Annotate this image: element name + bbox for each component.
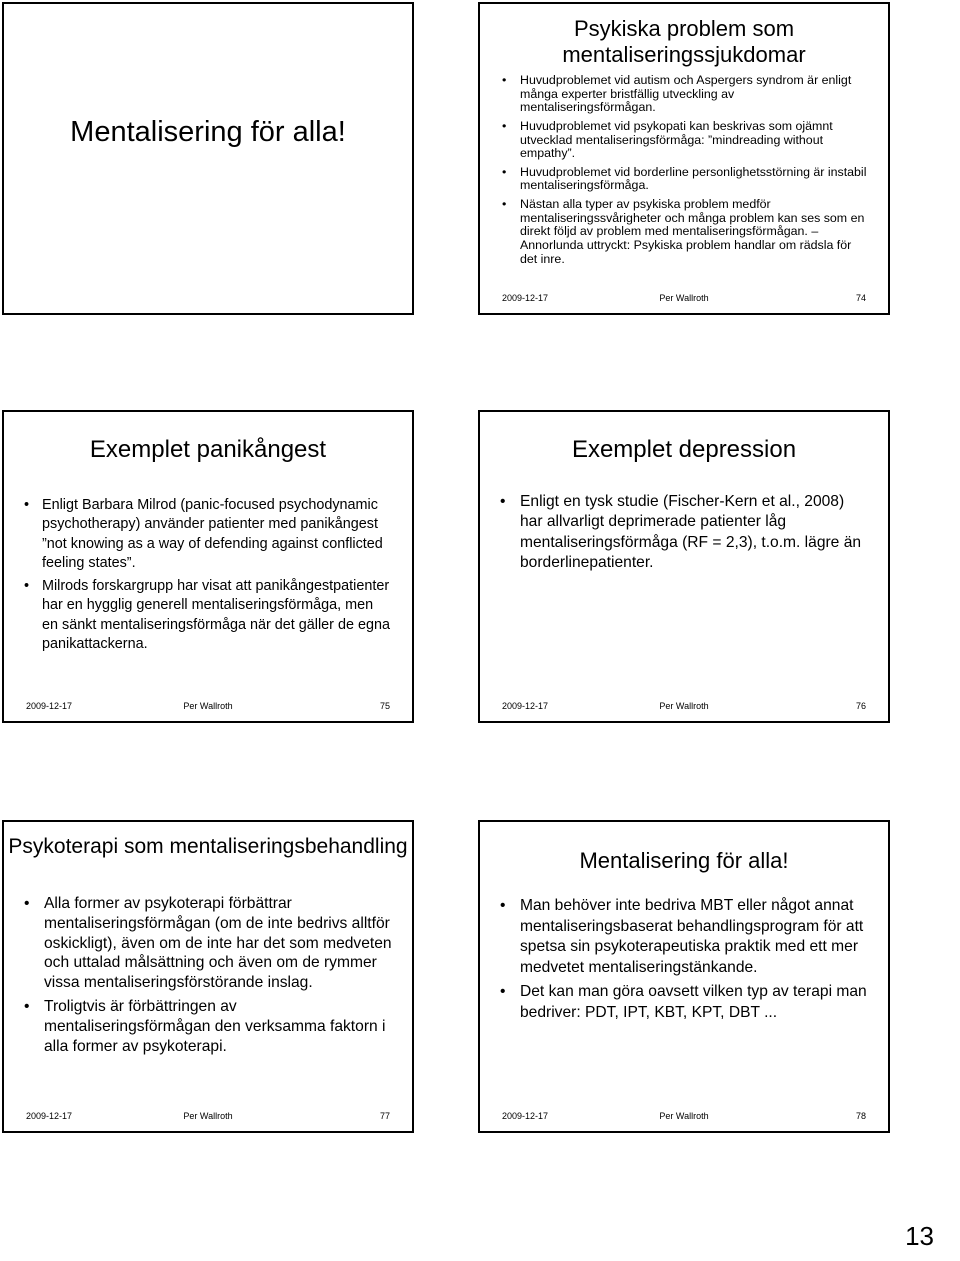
page-number: 13 bbox=[905, 1221, 934, 1251]
bullet-text: Huvudproblemet vid autism och Aspergers syndrom är enligt många experter bristfällig utveckling av mentaliseringsförmågan. bbox=[520, 73, 852, 115]
bullet-icon: • bbox=[24, 997, 30, 1015]
slide-footer-number: 78 bbox=[855, 1111, 866, 1121]
slide-panikangest bbox=[2, 410, 414, 723]
bullet-icon: • bbox=[500, 493, 506, 510]
bullet-item bbox=[24, 577, 392, 655]
bullet-list bbox=[500, 896, 868, 1027]
bullet-item bbox=[502, 74, 868, 115]
bullet-text: Alla former av psykoterapi förbättrar mentaliseringsförmågan (om de inte bedrivs alltför oskickligt), även om de inte har det som medveten och uttalad målsättning och även om de rymmer vissa mentaliseringsförstörande inslag. bbox=[44, 895, 392, 992]
slide-psykiska-problem bbox=[478, 2, 890, 315]
slide-footer-number: 74 bbox=[855, 293, 866, 303]
bullet-item bbox=[500, 982, 868, 1023]
slide-title: Psykiska problem som mentaliseringssjukdomar bbox=[562, 16, 806, 68]
bullet-item bbox=[24, 894, 392, 993]
bullet-icon: • bbox=[502, 164, 507, 179]
bullet-text: Troligtvis är förbättringen av mentaliseringsförmågan den verksamma faktorn i alla former av psykoterapi. bbox=[44, 997, 386, 1055]
bullet-list bbox=[502, 74, 868, 271]
bullet-icon: • bbox=[24, 577, 30, 594]
bullet-text: Milrods forskargrupp har visat att panikångestpatienter har en hygglig generell mentaliseringsförmåga, men en sänkt mentaliseringsförmåga när det gäller de egna panikattackerna. bbox=[42, 577, 390, 653]
bullet-text: Enligt Barbara Milrod (panic-focused psychodynamic psychotherapy) använder patienter med panikångest ”not knowing as a way of defending against conflicted feeling states”. bbox=[42, 497, 383, 572]
bullet-list bbox=[24, 496, 392, 658]
slide-depression bbox=[478, 410, 890, 723]
slide-footer-author: Per Wallroth bbox=[183, 701, 233, 711]
bullet-text: Man behöver inte bedriva MBT eller något annat mentaliseringsbaserat behandlingsprogram för att spetsa sin psykoterapeutiska praktik med ett mer medvetet mentaliseringstänkande. bbox=[520, 897, 864, 976]
bullet-list bbox=[24, 894, 392, 1060]
bullet-item bbox=[502, 198, 868, 266]
slide-title: Exemplet panikångest bbox=[89, 436, 327, 463]
bullet-item bbox=[502, 166, 868, 193]
bullet-icon: • bbox=[500, 897, 506, 914]
slide-footer-date: 2009-12-17 bbox=[502, 293, 549, 303]
slide-mentalisering-for-alla bbox=[478, 820, 890, 1133]
bullet-icon: • bbox=[502, 73, 507, 87]
slide-title: Mentalisering för alla! bbox=[70, 116, 346, 148]
bullet-text: Nästan alla typer av psykiska problem medför mentaliseringssvårigheter och många problem kan ses som en direkt följd av problem med mentaliseringsförmågan. – Annorlunda uttryckt: Psykiska problem handlar om rädsla för det inre. bbox=[520, 197, 865, 266]
bullet-item bbox=[500, 896, 868, 978]
bullet-item bbox=[24, 997, 392, 1056]
slide-title: Mentalisering för alla! bbox=[579, 848, 789, 873]
bullet-item bbox=[24, 496, 392, 574]
bullet-icon: • bbox=[24, 497, 30, 513]
slide-footer-author: Per Wallroth bbox=[659, 1111, 709, 1121]
bullet-item bbox=[500, 492, 868, 573]
slide-title: Exemplet depression bbox=[571, 436, 797, 463]
bullet-list bbox=[500, 492, 868, 573]
slide-psykoterapi bbox=[2, 820, 414, 1133]
slide-footer-date: 2009-12-17 bbox=[502, 1111, 549, 1121]
slide-mentalisering-title bbox=[2, 2, 414, 315]
bullet-icon: • bbox=[24, 895, 30, 912]
bullet-text: Huvudproblemet vid psykopati kan beskrivas som ojämnt utvecklad mentaliseringsförmåga: ”mindreading without empathy”. bbox=[520, 118, 833, 161]
slide-footer-number: 75 bbox=[379, 701, 390, 711]
slide-footer-number: 77 bbox=[379, 1111, 390, 1121]
slide-footer-author: Per Wallroth bbox=[183, 1111, 233, 1121]
slide-footer-author: Per Wallroth bbox=[659, 293, 709, 303]
bullet-icon: • bbox=[502, 197, 507, 212]
slide-footer-number: 76 bbox=[855, 701, 866, 711]
slide-footer-author: Per Wallroth bbox=[659, 701, 709, 711]
bullet-text: Det kan man göra oavsett vilken typ av terapi man bedriver: PDT, IPT, KBT, KPT, DBT ... bbox=[520, 983, 867, 1021]
bullet-icon: • bbox=[500, 983, 506, 1001]
slide-footer-date: 2009-12-17 bbox=[26, 1111, 73, 1121]
bullet-text: Huvudproblemet vid borderline personlighetsstörning är instabil mentaliseringsförmåga. bbox=[520, 164, 867, 193]
slide-footer-date: 2009-12-17 bbox=[26, 701, 73, 711]
bullet-text: Enligt en tysk studie (Fischer-Kern et al., 2008) har allvarligt deprimerade patienter låg mentaliseringsförmåga (RF = 2,3), t.o.m. lägre än borderlinepatienter. bbox=[520, 493, 862, 571]
slide-footer-date: 2009-12-17 bbox=[502, 701, 549, 711]
slide-title: Psykoterapi som mentaliseringsbehandling bbox=[8, 835, 408, 858]
bullet-item bbox=[502, 120, 868, 161]
bullet-icon: • bbox=[502, 118, 507, 133]
